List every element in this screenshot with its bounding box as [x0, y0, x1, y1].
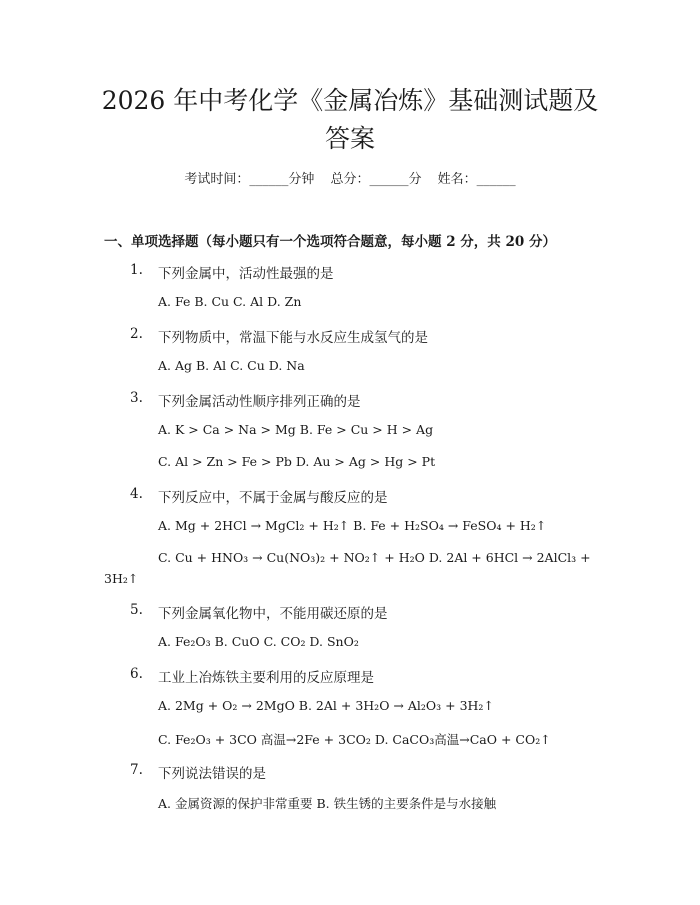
question-options: A. K > Ca > Na > Mg B. Fe > Cu > H > Ag: [158, 422, 434, 437]
question-text: 下列金属中，活动性最强的是: [158, 266, 334, 282]
question-text: 下列金属氧化物中，不能用碳还原的是: [158, 606, 388, 622]
question-options: C. Cu + HNO₃ → Cu(NO₃)₂ + NO₂↑ + H₂O D. 2Al + 6HCl → 2AlCl₃ +: [158, 550, 591, 565]
question-text: 下列金属活动性顺序排列正确的是: [158, 394, 361, 410]
section-heading: 一、单项选择题（每小题只有一个选项符合题意，每小题 2 分，共 20 分）: [104, 234, 556, 250]
question-text: 工业上冶炼铁主要利用的反应原理是: [158, 670, 374, 686]
exam-time: 考试时间：______分钟: [184, 172, 315, 187]
exam-meta: [0, 168, 700, 187]
question-options: A. Ag B. Al C. Cu D. Na: [158, 358, 305, 373]
question-options: A. 2Mg + O₂ → 2MgO B. 2Al + 3H₂O → Al₂O₃ + 3H₂↑: [158, 698, 494, 713]
question-options: C. Fe₂O₃ + 3CO 高温→2Fe + 3CO₂ D. CaCO₃高温→CaO + CO₂↑: [158, 732, 551, 747]
title-line-2: 答案: [324, 124, 375, 153]
question-options: A. Mg + 2HCl → MgCl₂ + H₂↑ B. Fe + H₂SO₄ → FeSO₄ + H₂↑: [158, 518, 547, 533]
question-options: A. Fe B. Cu C. Al D. Zn: [158, 294, 302, 309]
question-text: 下列说法错误的是: [158, 766, 266, 782]
question-options: A. Fe₂O₃ B. CuO C. CO₂ D. SnO₂: [158, 634, 359, 649]
question-number: 6.: [130, 666, 143, 682]
question-number: 3.: [130, 390, 143, 406]
question-number: 5.: [130, 602, 143, 618]
exam-score: 总分：______分: [330, 172, 422, 187]
question-number: 1.: [130, 262, 143, 278]
question-options: A. 金属资源的保护非常重要 B. 铁生锈的主要条件是与水接触: [158, 796, 497, 811]
question-number: 4.: [130, 486, 143, 502]
exam-name: 姓名：______: [437, 172, 516, 187]
question-text: 下列物质中，常温下能与水反应生成氢气的是: [158, 330, 428, 346]
question-options: C. Al > Zn > Fe > Pb D. Au > Ag > Hg > Pt: [158, 454, 436, 469]
question-number: 2.: [130, 326, 143, 342]
question-text: 下列反应中，不属于金属与酸反应的是: [158, 490, 388, 506]
question-options-continued: 3H₂↑: [104, 571, 139, 586]
title-line-1: 2026 年中考化学《金属冶炼》基础测试题及: [101, 86, 599, 115]
page-title: [60, 82, 640, 158]
question-number: 7.: [130, 762, 143, 778]
